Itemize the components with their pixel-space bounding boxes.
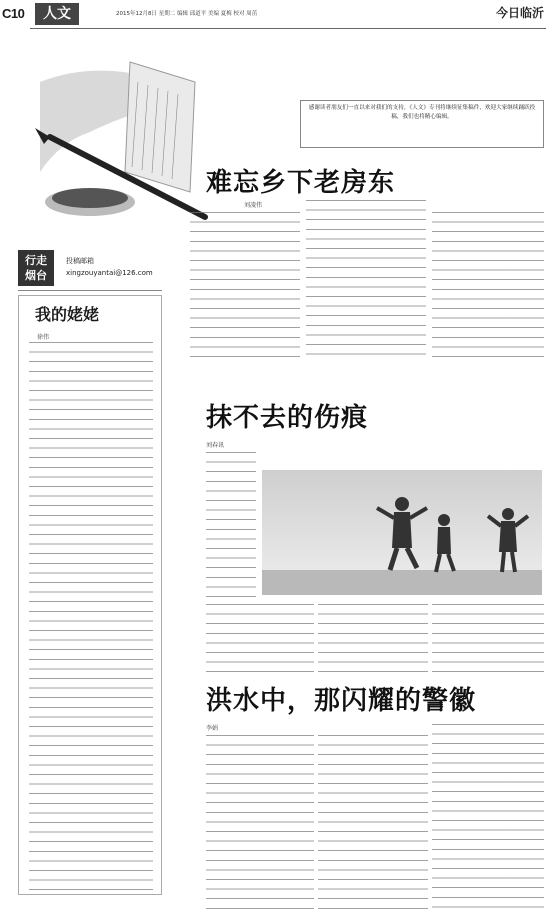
editor-notice: 感谢读者朋友们一直以来对我们的支持，《人文》专刊将继续征集稿件，欢迎大家继续踊跃投稿，我们也将精心编辑。 xyxy=(300,100,544,148)
article-column-2c xyxy=(318,604,428,676)
contact-label: 投稿邮箱 xyxy=(66,257,94,265)
article-column-3c xyxy=(432,724,544,915)
article-column-2d xyxy=(432,604,544,676)
article-body-1 xyxy=(190,212,191,213)
article-column-2b xyxy=(206,604,314,676)
article-byline-2: 刘春讯 xyxy=(206,442,225,449)
contact-email: xingzouyantai@126.com xyxy=(66,269,153,277)
contact-divider xyxy=(18,290,162,291)
ink-brush-illustration xyxy=(30,42,210,247)
article-byline-3: 李娟 xyxy=(206,725,219,732)
article-title-1: 难忘乡下老房东 xyxy=(206,168,396,198)
sidebar-article xyxy=(18,295,162,895)
article-column-1a xyxy=(190,212,300,362)
sidebar-text-lines xyxy=(29,342,153,890)
newspaper-brand: 今日临沂 xyxy=(495,6,544,20)
article-column-3b xyxy=(318,735,428,915)
column-badge xyxy=(18,250,54,286)
article-title-2: 抹不去的伤痕 xyxy=(206,403,369,433)
header-rule xyxy=(30,28,546,29)
article-body-3 xyxy=(206,735,207,736)
article-body-2 xyxy=(206,452,207,453)
article-column-1b xyxy=(306,200,426,362)
page-number: C10 xyxy=(2,6,25,21)
sidebar-title: 我的姥姥 xyxy=(35,305,100,324)
section-label: 人文 xyxy=(35,3,79,25)
article-title-3: 洪水中，那闪耀的警徽 xyxy=(206,686,477,716)
article-column-3a xyxy=(206,735,314,915)
article-column-2a xyxy=(206,452,256,602)
badge-line-1: 行走 xyxy=(25,254,47,267)
badge-line-2: 烟台 xyxy=(25,269,47,282)
article-byline-1: 刘凌伟 xyxy=(244,202,263,209)
article-column-1c xyxy=(432,212,544,362)
sidebar-body xyxy=(29,342,30,343)
children-running-photo xyxy=(262,470,542,595)
issue-meta: 2015年12月8日 星期二 编辑 邱道平 美编 夏梅 校对 周茁 xyxy=(116,11,258,17)
page-header xyxy=(0,0,550,30)
sidebar-byline: 徐伟 xyxy=(37,334,50,341)
